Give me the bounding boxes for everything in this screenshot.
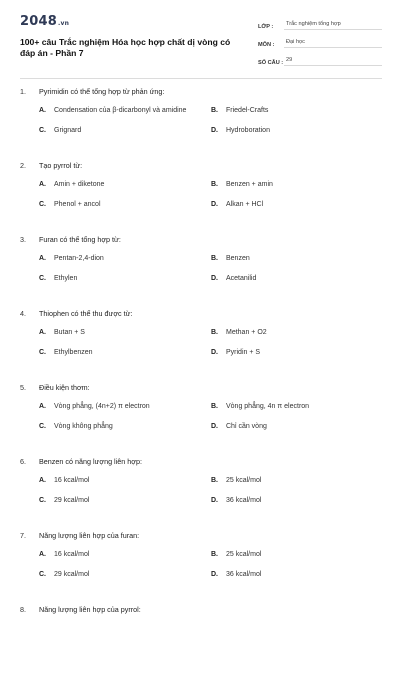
answer-option-c[interactable] <box>39 349 211 356</box>
answer-option-a[interactable] <box>39 181 211 188</box>
option-text: Pentan-2,4-dion <box>54 255 104 262</box>
question-number: 7. <box>20 531 26 540</box>
option-letter: C. <box>39 201 46 208</box>
answer-option-a[interactable] <box>39 329 211 336</box>
meta-row-class <box>258 16 382 30</box>
option-letter: B. <box>211 551 218 558</box>
question-number: 5. <box>20 383 26 392</box>
question-7 <box>20 531 382 605</box>
question-number: 4. <box>20 309 26 318</box>
meta-row-subject <box>258 34 382 48</box>
question-number: 1. <box>20 87 26 96</box>
option-letter: A. <box>39 181 46 188</box>
option-letter: C. <box>39 349 46 356</box>
question-text <box>20 87 382 107</box>
answer-option-a[interactable] <box>39 403 211 410</box>
option-text: Alkan + HCl <box>226 201 264 208</box>
option-letter: D. <box>211 423 218 430</box>
option-letter: C. <box>39 275 46 282</box>
option-text: Ethylbenzen <box>54 349 93 356</box>
question-number: 8. <box>20 605 26 614</box>
question-3 <box>20 235 382 309</box>
question-text <box>20 457 382 477</box>
answer-options <box>20 551 382 578</box>
option-text: Vòng không phẳng <box>54 423 113 430</box>
answer-options <box>20 181 382 208</box>
question-list <box>20 87 382 679</box>
option-text: 16 kcal/mol <box>54 477 90 484</box>
logo-tld: .vn <box>57 20 70 27</box>
option-letter: B. <box>211 255 218 262</box>
answer-options <box>20 255 382 282</box>
option-text: Grignard <box>54 127 82 134</box>
question-stem: Tạo pyrrol từ: <box>39 161 83 170</box>
option-letter: A. <box>39 403 46 410</box>
header-meta <box>258 14 382 76</box>
answer-option-c[interactable] <box>39 423 211 430</box>
meta-label: SỐ CÂU : <box>258 60 284 66</box>
option-text: Pyridin + S <box>226 349 261 356</box>
option-text: Hydroboration <box>226 127 270 134</box>
option-letter: D. <box>211 497 218 504</box>
option-letter: D. <box>211 201 218 208</box>
option-text: Methan + O2 <box>226 329 267 336</box>
question-number: 3. <box>20 235 26 244</box>
option-text: 25 kcal/mol <box>226 551 262 558</box>
site-logo[interactable] <box>20 14 245 29</box>
answer-option-d[interactable] <box>211 571 383 578</box>
option-text: 36 kcal/mol <box>226 571 262 578</box>
option-letter: A. <box>39 551 46 558</box>
option-letter: A. <box>39 255 46 262</box>
option-text: Vòng phẳng, (4n+2) π electron <box>54 403 150 410</box>
option-text: 16 kcal/mol <box>54 551 90 558</box>
answer-option-d[interactable] <box>211 201 383 208</box>
option-text: Friedel-Crafts <box>226 107 269 114</box>
option-text: Acetanilid <box>226 275 257 282</box>
question-5 <box>20 383 382 457</box>
question-stem: Năng lượng liên hợp của furan: <box>39 531 140 540</box>
question-text <box>20 605 382 625</box>
option-text: Butan + S <box>54 329 85 336</box>
question-1 <box>20 87 382 161</box>
answer-option-b[interactable] <box>211 403 383 410</box>
answer-options <box>20 329 382 356</box>
answer-option-d[interactable] <box>211 423 383 430</box>
header-divider <box>20 78 382 79</box>
option-text: 29 kcal/mol <box>54 497 90 504</box>
question-stem: Pyrimidin có thể tổng hợp từ phản ứng: <box>39 87 165 96</box>
meta-value: Đại học <box>284 39 382 48</box>
meta-label: MÔN : <box>258 42 275 48</box>
question-text <box>20 161 382 181</box>
option-text: Ethylen <box>54 275 78 282</box>
question-number: 6. <box>20 457 26 466</box>
answer-option-d[interactable] <box>211 127 383 134</box>
answer-option-b[interactable] <box>211 551 383 558</box>
option-letter: C. <box>39 571 46 578</box>
answer-option-c[interactable] <box>39 497 211 504</box>
question-6 <box>20 457 382 531</box>
question-number: 2. <box>20 161 26 170</box>
document-title: 100+ câu Trắc nghiệm Hóa học hợp chất dị vòng có đáp án - Phần 7 <box>20 37 231 58</box>
option-text: Condensation của β-dicarbonyl và amidine <box>54 107 187 114</box>
option-letter: D. <box>211 127 218 134</box>
question-text <box>20 531 382 551</box>
option-letter: A. <box>39 329 46 336</box>
option-text: Phenol + ancol <box>54 201 101 208</box>
option-letter: B. <box>211 477 218 484</box>
option-text: Vòng phẳng, 4n π electron <box>226 403 310 410</box>
option-text: 36 kcal/mol <box>226 497 262 504</box>
option-letter: A. <box>39 477 46 484</box>
question-text <box>20 309 382 329</box>
option-text: Chỉ cần vòng <box>226 423 267 430</box>
option-text: Benzen + amin <box>226 181 273 188</box>
answer-option-d[interactable] <box>211 275 383 282</box>
answer-option-b[interactable] <box>211 255 383 262</box>
question-text <box>20 235 382 255</box>
option-text: 25 kcal/mol <box>226 477 262 484</box>
answer-options <box>20 107 382 134</box>
option-letter: A. <box>39 107 46 114</box>
question-4 <box>20 309 382 383</box>
answer-option-c[interactable] <box>39 201 211 208</box>
answer-options <box>20 403 382 430</box>
option-text: 29 kcal/mol <box>54 571 90 578</box>
answer-option-b[interactable] <box>211 107 383 114</box>
option-letter: D. <box>211 571 218 578</box>
answer-option-b[interactable] <box>211 477 383 484</box>
answer-option-c[interactable] <box>39 127 211 134</box>
meta-value: 29 <box>284 57 382 66</box>
option-letter: B. <box>211 403 218 410</box>
meta-row-count <box>258 52 382 66</box>
option-letter: B. <box>211 107 218 114</box>
header-left <box>20 14 245 76</box>
question-8 <box>20 605 382 679</box>
option-letter: C. <box>39 127 46 134</box>
question-stem: Benzen có năng lượng liên hợp: <box>39 457 142 466</box>
answer-option-a[interactable] <box>39 477 211 484</box>
option-letter: B. <box>211 181 218 188</box>
question-2 <box>20 161 382 235</box>
question-text <box>20 383 382 403</box>
option-letter: B. <box>211 329 218 336</box>
option-text: Amin + diketone <box>54 181 105 188</box>
page-header <box>20 14 382 76</box>
answer-option-a[interactable] <box>39 551 211 558</box>
option-letter: C. <box>39 423 46 430</box>
question-stem: Thiophen có thể thu được từ: <box>39 309 133 318</box>
answer-option-a[interactable] <box>39 255 211 262</box>
answer-option-b[interactable] <box>211 181 383 188</box>
option-text: Benzen <box>226 255 250 262</box>
answer-option-a[interactable] <box>39 107 211 114</box>
answer-option-b[interactable] <box>211 329 383 336</box>
logo-main: 2048 <box>20 14 57 29</box>
answer-option-c[interactable] <box>39 571 211 578</box>
question-stem: Điều kiện thơm: <box>39 383 90 392</box>
meta-value: Trắc nghiệm tổng hợp <box>284 21 382 30</box>
answer-option-d[interactable] <box>211 349 383 356</box>
meta-label: LỚP : <box>258 24 274 30</box>
option-letter: D. <box>211 275 218 282</box>
answer-option-d[interactable] <box>211 497 383 504</box>
answer-option-c[interactable] <box>39 275 211 282</box>
option-letter: C. <box>39 497 46 504</box>
answer-options <box>20 477 382 504</box>
question-stem: Furan có thể tổng hợp từ: <box>39 235 121 244</box>
option-letter: D. <box>211 349 218 356</box>
question-stem: Năng lượng liên hợp của pyrrol: <box>39 605 141 614</box>
